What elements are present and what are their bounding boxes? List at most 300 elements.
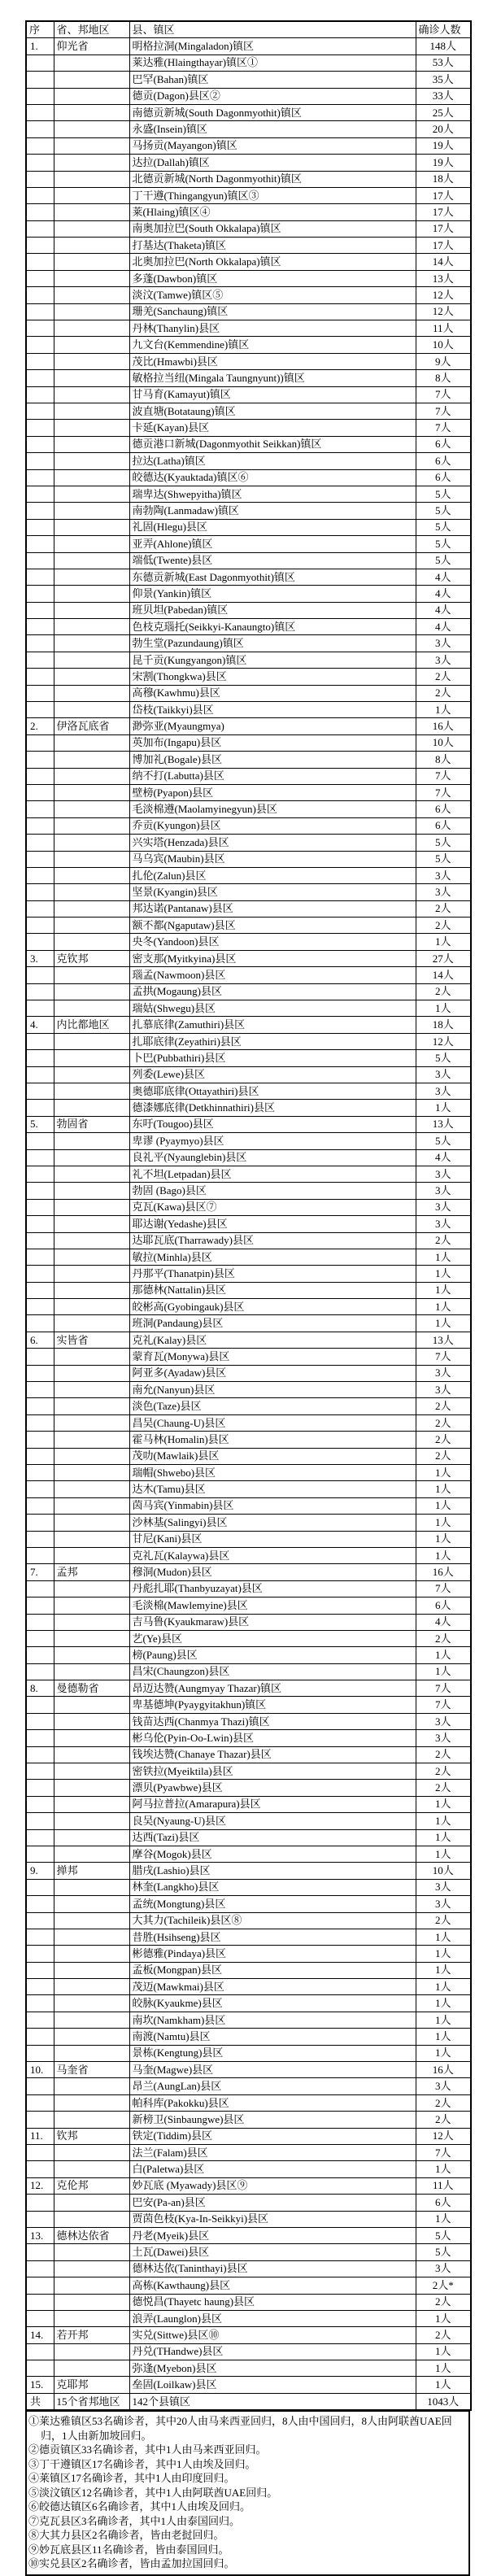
seq-cell <box>26 469 54 486</box>
province-cell <box>54 1647 129 1663</box>
province-cell <box>54 2195 129 2211</box>
county-cell: 额不都(Ngaputaw)县区 <box>129 918 416 934</box>
table-row <box>26 320 471 337</box>
county-cell: 彬乌伦(Pyin-Oo-Lwin)县区 <box>129 1730 416 1746</box>
count-cell: 2人 <box>416 2112 471 2128</box>
province-cell <box>54 1531 129 1547</box>
table-row <box>26 1547 471 1563</box>
seq-cell <box>26 652 54 668</box>
count-cell: 1人 <box>416 1481 471 1497</box>
seq-cell <box>26 1448 54 1464</box>
count-cell: 2人 <box>416 1630 471 1646</box>
province-cell <box>54 353 129 369</box>
table-row <box>26 155 471 171</box>
province-cell <box>54 2260 129 2277</box>
table-row <box>26 652 471 668</box>
seq-cell <box>26 88 54 104</box>
table-row <box>26 1116 471 1132</box>
count-cell: 16人 <box>416 718 471 734</box>
province-cell <box>54 967 129 983</box>
province-cell <box>54 983 129 1000</box>
seq-cell <box>26 884 54 900</box>
seq-cell <box>26 1365 54 1381</box>
seq-cell <box>26 420 54 436</box>
count-cell: 2人 <box>416 2094 471 2111</box>
table-row <box>26 1100 471 1116</box>
table-row <box>26 586 471 602</box>
seq-cell: 1. <box>26 38 54 54</box>
count-cell: 17人 <box>416 204 471 220</box>
seq-cell <box>26 752 54 768</box>
table-row <box>26 752 471 768</box>
county-cell: 达拉(Dallah)镇区 <box>129 155 416 171</box>
seq-cell: 10. <box>26 2062 54 2078</box>
seq-cell <box>26 702 54 718</box>
province-cell <box>54 121 129 137</box>
seq-cell <box>26 1713 54 1729</box>
county-cell: 丹兑(THandwe)县区 <box>129 2343 416 2360</box>
seq-cell <box>26 768 54 784</box>
county-cell: 沙林基(Salingyi)县区 <box>129 1515 416 1531</box>
count-cell: 1人 <box>416 2012 471 2028</box>
seq-cell <box>26 1929 54 1945</box>
county-cell: 昔胜(Hsihseng)县区 <box>129 1929 416 1945</box>
footnote: ⑤淡汶镇区12名确诊者，其中1人由阿联酋UAE回归。 <box>28 2486 278 2499</box>
seq-cell: 6. <box>26 1332 54 1348</box>
table-row <box>26 867 471 883</box>
province-cell <box>54 784 129 800</box>
county-cell: 昆千贡(Kungyangon)镇区 <box>129 652 416 668</box>
province-cell <box>54 2078 129 2094</box>
seq-cell <box>26 519 54 535</box>
province-cell: 实皆省 <box>54 1332 129 1348</box>
count-cell: 1人 <box>416 1796 471 1812</box>
seq-cell <box>26 1199 54 1215</box>
table-row <box>26 2078 471 2094</box>
county-cell: 丁干遵(Thingangyun)镇区③ <box>129 187 416 203</box>
count-cell: 7人 <box>416 768 471 784</box>
province-cell <box>54 1000 129 1017</box>
seq-cell <box>26 1497 54 1514</box>
table-row <box>26 1050 471 1066</box>
county-cell: 英加布(Ingapu)县区 <box>129 734 416 751</box>
count-cell: 7人 <box>416 386 471 403</box>
seq-cell <box>26 1813 54 1829</box>
county-cell: 良礼平(Nyaunglebin)县区 <box>129 1149 416 1166</box>
province-cell <box>54 817 129 834</box>
province-cell <box>54 669 129 685</box>
table-row <box>26 1846 471 1862</box>
seq-cell <box>26 1050 54 1066</box>
table-row <box>26 884 471 900</box>
seq-cell <box>26 2244 54 2260</box>
table-row <box>26 187 471 203</box>
county-cell: 茂叻(Mawlaik)县区 <box>129 1448 416 1464</box>
seq-cell <box>26 2360 54 2377</box>
table-row <box>26 72 471 88</box>
seq-cell <box>26 1780 54 1796</box>
county-cell: 丹林(Thanylin)县区 <box>129 320 416 337</box>
seq-cell <box>26 734 54 751</box>
county-cell: 敏格拉当纽(Mingala Taungnyunt))镇区 <box>129 370 416 386</box>
county-cell: 克礼瓦(Kalaywa)县区 <box>129 1547 416 1563</box>
seq-cell <box>26 1962 54 1978</box>
count-cell: 3人 <box>416 1083 471 1100</box>
count-cell: 1人 <box>416 1282 471 1298</box>
table-row <box>26 238 471 254</box>
seq-cell: 15. <box>26 2377 54 2393</box>
count-cell: 16人 <box>416 1564 471 1580</box>
county-cell: 蒙育瓦(Monywa)县区 <box>129 1349 416 1365</box>
table-row <box>26 2029 471 2045</box>
county-cell: 密支那(Myitkyina)县区 <box>129 950 416 966</box>
table-row <box>26 420 471 436</box>
count-cell: 1人 <box>416 1315 471 1332</box>
count-cell: 35人 <box>416 72 471 88</box>
table-row <box>26 1382 471 1398</box>
count-cell: 7人 <box>416 1349 471 1365</box>
county-cell: 瑞卑达(Shwepyitha)镇区 <box>129 486 416 502</box>
count-cell: 17人 <box>416 187 471 203</box>
count-cell: 5人 <box>416 1050 471 1066</box>
table-row <box>26 1863 471 1879</box>
county-cell: 明格拉洞(Mingaladon)镇区 <box>129 38 416 54</box>
count-cell: 5人 <box>416 536 471 552</box>
column-header: 序 <box>26 21 54 38</box>
county-cell: 德林达依(Taninthayi)县区 <box>129 2260 416 2277</box>
table-row <box>26 287 471 303</box>
seq-cell: 2. <box>26 718 54 734</box>
table-row <box>26 1813 471 1829</box>
county-cell: 孟统(Mongtung)县区 <box>129 1896 416 1912</box>
table-row <box>26 353 471 369</box>
county-cell: 浪弄(Launglon)县区 <box>129 2310 416 2326</box>
count-cell: 19人 <box>416 155 471 171</box>
seq-cell <box>26 2294 54 2310</box>
header-row <box>26 21 471 38</box>
table-row <box>26 669 471 685</box>
table-row <box>26 1299 471 1315</box>
county-cell: 142个县镇区 <box>129 2393 416 2410</box>
seq-cell <box>26 619 54 635</box>
county-cell: 榜(Paung)县区 <box>129 1647 416 1663</box>
province-cell: 伊洛瓦底省 <box>54 718 129 734</box>
table-row <box>26 1000 471 1017</box>
province-cell <box>54 2310 129 2326</box>
count-cell: 5人 <box>416 552 471 569</box>
province-cell <box>54 2294 129 2310</box>
county-cell: 东德贡新城(East Dagonmyothit)镇区 <box>129 569 416 585</box>
seq-cell <box>26 1216 54 1232</box>
county-cell: 德贡(Dagon)县区② <box>129 88 416 104</box>
count-cell: 7人 <box>416 420 471 436</box>
seq-cell <box>26 1630 54 1646</box>
table-row <box>26 851 471 867</box>
seq-cell <box>26 1382 54 1398</box>
seq-cell <box>26 2310 54 2326</box>
table-row <box>26 817 471 834</box>
province-cell <box>54 1149 129 1166</box>
county-cell: 腊戌(Lashio)县区 <box>129 1863 416 1879</box>
province-cell <box>54 1614 129 1630</box>
county-cell: 克瓦(Kawa)县区⑦ <box>129 1199 416 1215</box>
seq-cell <box>26 1083 54 1100</box>
count-cell: 2人* <box>416 2277 471 2294</box>
count-cell: 13人 <box>416 1116 471 1132</box>
seq-cell <box>26 453 54 469</box>
table-row <box>26 337 471 353</box>
seq-cell <box>26 1663 54 1680</box>
county-cell: 吉马鲁(Kyaukmaraw)县区 <box>129 1614 416 1630</box>
county-cell: 巴安(Pa-an)县区 <box>129 2195 416 2211</box>
province-cell <box>54 303 129 320</box>
province-cell: 掸邦 <box>54 1863 129 1879</box>
column-header: 确诊人数 <box>416 21 471 38</box>
county-cell: 波直塘(Botataung)镇区 <box>129 403 416 419</box>
seq-cell <box>26 669 54 685</box>
province-cell: 马奎省 <box>54 2062 129 2078</box>
county-cell: 毛淡棉(Mawlemyine)县区 <box>129 1597 416 1614</box>
seq-cell <box>26 1133 54 1149</box>
table-row <box>26 2177 471 2194</box>
county-cell: 奥德耶底律(Ottayathiri)县区 <box>129 1083 416 1100</box>
count-cell: 1043人 <box>416 2393 471 2410</box>
county-cell: 南勃陶(Lanmadaw)镇区 <box>129 503 416 519</box>
seq-cell: 12. <box>26 2177 54 2194</box>
county-cell: 景栋(Kengtung)县区 <box>129 2045 416 2061</box>
seq-cell <box>26 817 54 834</box>
table-row <box>26 2112 471 2128</box>
table-row <box>26 552 471 569</box>
count-cell: 7人 <box>416 403 471 419</box>
table-row <box>26 303 471 320</box>
county-cell: 白(Paletwa)县区 <box>129 2161 416 2177</box>
count-cell: 27人 <box>416 950 471 966</box>
province-cell <box>54 586 129 602</box>
province-cell: 孟邦 <box>54 1564 129 1580</box>
county-cell: 马奎(Magwe)县区 <box>129 2062 416 2078</box>
county-cell: 岱枝(Taikkyi)县区 <box>129 702 416 718</box>
seq-cell <box>26 254 54 270</box>
seq-cell <box>26 2029 54 2045</box>
count-cell: 148人 <box>416 38 471 54</box>
seq-cell <box>26 386 54 403</box>
table-row <box>26 784 471 800</box>
count-cell: 11人 <box>416 2177 471 2194</box>
count-cell: 4人 <box>416 619 471 635</box>
county-cell: 大其力(Tachileik)县区⑧ <box>129 1912 416 1929</box>
table-row <box>26 1033 471 1049</box>
table-row <box>26 734 471 751</box>
count-cell: 13人 <box>416 270 471 286</box>
county-cell: 卑基德坤(Pyaygyitakhun)镇区 <box>129 1697 416 1713</box>
seq-cell <box>26 1299 54 1315</box>
province-cell <box>54 918 129 934</box>
county-cell: 东吁(Tougoo)县区 <box>129 1116 416 1132</box>
county-cell: 纳不打(Labutta)县区 <box>129 768 416 784</box>
county-cell: 林奎(Langkho)县区 <box>129 1879 416 1895</box>
seq-cell <box>26 436 54 452</box>
county-cell: 茵马宾(Yinmabin)县区 <box>129 1497 416 1514</box>
seq-cell <box>26 2078 54 2094</box>
table-row <box>26 1780 471 1796</box>
footnote: ④莱镇区17名确诊者，其中1人由印度回归。 <box>28 2472 235 2485</box>
province-cell <box>54 436 129 452</box>
table-row <box>26 1680 471 1697</box>
table-row <box>26 2161 471 2177</box>
province-cell <box>54 420 129 436</box>
table-row <box>26 403 471 419</box>
county-cell: 打基达(Thaketa)镇区 <box>129 238 416 254</box>
count-cell: 2人 <box>416 1763 471 1780</box>
province-cell <box>54 1183 129 1199</box>
province-cell <box>54 884 129 900</box>
count-cell: 13人 <box>416 1332 471 1348</box>
count-cell: 4人 <box>416 586 471 602</box>
county-cell: 克礼(Kalay)县区 <box>129 1332 416 1348</box>
footnote: ⑧大其力县区2名确诊者，皆由老挝回归。 <box>28 2529 224 2542</box>
county-cell: 莱(Hlaing)镇区④ <box>129 204 416 220</box>
count-cell: 20人 <box>416 121 471 137</box>
count-cell: 2人 <box>416 1912 471 1929</box>
county-cell: 皎脉(Kyaukme)县区 <box>129 1995 416 2012</box>
province-cell <box>54 1896 129 1912</box>
table-row <box>26 1249 471 1265</box>
seq-cell <box>26 1414 54 1431</box>
seq-cell <box>26 270 54 286</box>
table-row <box>26 1979 471 1995</box>
table-row <box>26 1133 471 1149</box>
county-cell: 铁定(Tiddim)县区 <box>129 2128 416 2144</box>
province-cell <box>54 155 129 171</box>
province-cell <box>54 1365 129 1381</box>
count-cell: 3人 <box>416 884 471 900</box>
county-cell: 土瓦(Dawei)县区 <box>129 2244 416 2260</box>
county-cell: 昂兰(AungLan)县区 <box>129 2078 416 2094</box>
footnote: ①莱达雅镇区53名确诊者，其中20人由马来西亚回归，8人由中国回归，8人由阿联酋UAE回归，1人由新加坡回归。 <box>28 2415 452 2442</box>
count-cell: 3人 <box>416 1216 471 1232</box>
county-cell: 霍马林(Homalin)县区 <box>129 1432 416 1448</box>
province-cell <box>54 2343 129 2360</box>
seq-cell <box>26 536 54 552</box>
table-row <box>26 1763 471 1780</box>
table-row <box>26 254 471 270</box>
seq-cell <box>26 1946 54 1962</box>
table-row <box>26 768 471 784</box>
table-row <box>26 2277 471 2294</box>
table-row <box>26 835 471 851</box>
province-cell: 勃固省 <box>54 1116 129 1132</box>
province-cell <box>54 486 129 502</box>
province-cell <box>54 1050 129 1066</box>
province-cell <box>54 1713 129 1729</box>
count-cell: 3人 <box>416 1879 471 1895</box>
province-cell <box>54 1846 129 1862</box>
table-body <box>26 38 471 2410</box>
county-cell: 卜巴(Pubbathiri)县区 <box>129 1050 416 1066</box>
province-cell <box>54 503 129 519</box>
province-cell <box>54 1796 129 1812</box>
count-cell: 4人 <box>416 1149 471 1166</box>
county-cell: 色枝克瑙托(Seikkyi-Kanaungto)镇区 <box>129 619 416 635</box>
count-cell: 3人 <box>416 1199 471 1215</box>
county-cell: 瑞姑(Shwegu)县区 <box>129 1000 416 1017</box>
count-cell: 5人 <box>416 2227 471 2243</box>
province-cell <box>54 752 129 768</box>
seq-cell <box>26 1697 54 1713</box>
province-cell: 仰光省 <box>54 38 129 54</box>
province-cell <box>54 1763 129 1780</box>
county-cell: 仰景(Yankin)镇区 <box>129 586 416 602</box>
count-cell: 6人 <box>416 801 471 817</box>
county-cell: 妙瓦底 (Myawady)县区⑨ <box>129 2177 416 2194</box>
count-cell: 4人 <box>416 569 471 585</box>
count-cell: 1人 <box>416 1995 471 2012</box>
seq-cell <box>26 586 54 602</box>
count-cell: 1人 <box>416 1962 471 1978</box>
count-cell: 18人 <box>416 1017 471 1033</box>
province-cell <box>54 1216 129 1232</box>
seq-cell <box>26 1315 54 1332</box>
count-cell: 1人 <box>416 2161 471 2177</box>
county-cell: 列委(Lewe)县区 <box>129 1066 416 1083</box>
province-cell <box>54 1299 129 1315</box>
count-cell: 2人 <box>416 983 471 1000</box>
count-cell: 11人 <box>416 320 471 337</box>
county-cell: 昂迈达赞(Aungmyay Thazar)镇区 <box>129 1680 416 1697</box>
count-cell: 1人 <box>416 2343 471 2360</box>
seq-cell: 8. <box>26 1680 54 1697</box>
county-cell: 德悦昌(Thayetc haung)县区 <box>129 2294 416 2310</box>
seq-cell <box>26 1746 54 1763</box>
province-cell <box>54 1929 129 1945</box>
table-row <box>26 1365 471 1381</box>
province-cell <box>54 72 129 88</box>
province-cell <box>54 2112 129 2128</box>
province-cell <box>54 337 129 353</box>
county-cell: 淡色(Taze)县区 <box>129 1398 416 1414</box>
seq-cell <box>26 1896 54 1912</box>
seq-cell: 9. <box>26 1863 54 1879</box>
province-cell <box>54 851 129 867</box>
count-cell: 7人 <box>416 1580 471 1597</box>
table-row <box>26 2327 471 2343</box>
seq-cell <box>26 171 54 187</box>
seq-cell <box>26 403 54 419</box>
footnote: ⑩实兑县区2名确诊者，皆由孟加拉国回归。 <box>28 2557 235 2570</box>
seq-cell <box>26 1912 54 1929</box>
county-cell: 兴实塔(Henzada)县区 <box>129 835 416 851</box>
table-row <box>26 1066 471 1083</box>
count-cell: 19人 <box>416 137 471 154</box>
count-cell: 1人 <box>416 934 471 950</box>
province-cell <box>54 1166 129 1182</box>
count-cell: 1人 <box>416 1100 471 1116</box>
table-row <box>26 1083 471 1100</box>
count-cell: 14人 <box>416 967 471 983</box>
count-cell: 7人 <box>416 1680 471 1697</box>
province-cell: 15个省邦地区 <box>54 2393 129 2410</box>
province-cell <box>54 1730 129 1746</box>
table-row <box>26 1315 471 1332</box>
seq-cell <box>26 1033 54 1049</box>
seq-cell <box>26 1066 54 1083</box>
table-row <box>26 1349 471 1365</box>
count-cell: 1人 <box>416 2360 471 2377</box>
county-cell: 瑞帽(Shwebo)县区 <box>129 1464 416 1480</box>
count-cell: 1人 <box>416 1929 471 1945</box>
count-cell: 1人 <box>416 1829 471 1846</box>
